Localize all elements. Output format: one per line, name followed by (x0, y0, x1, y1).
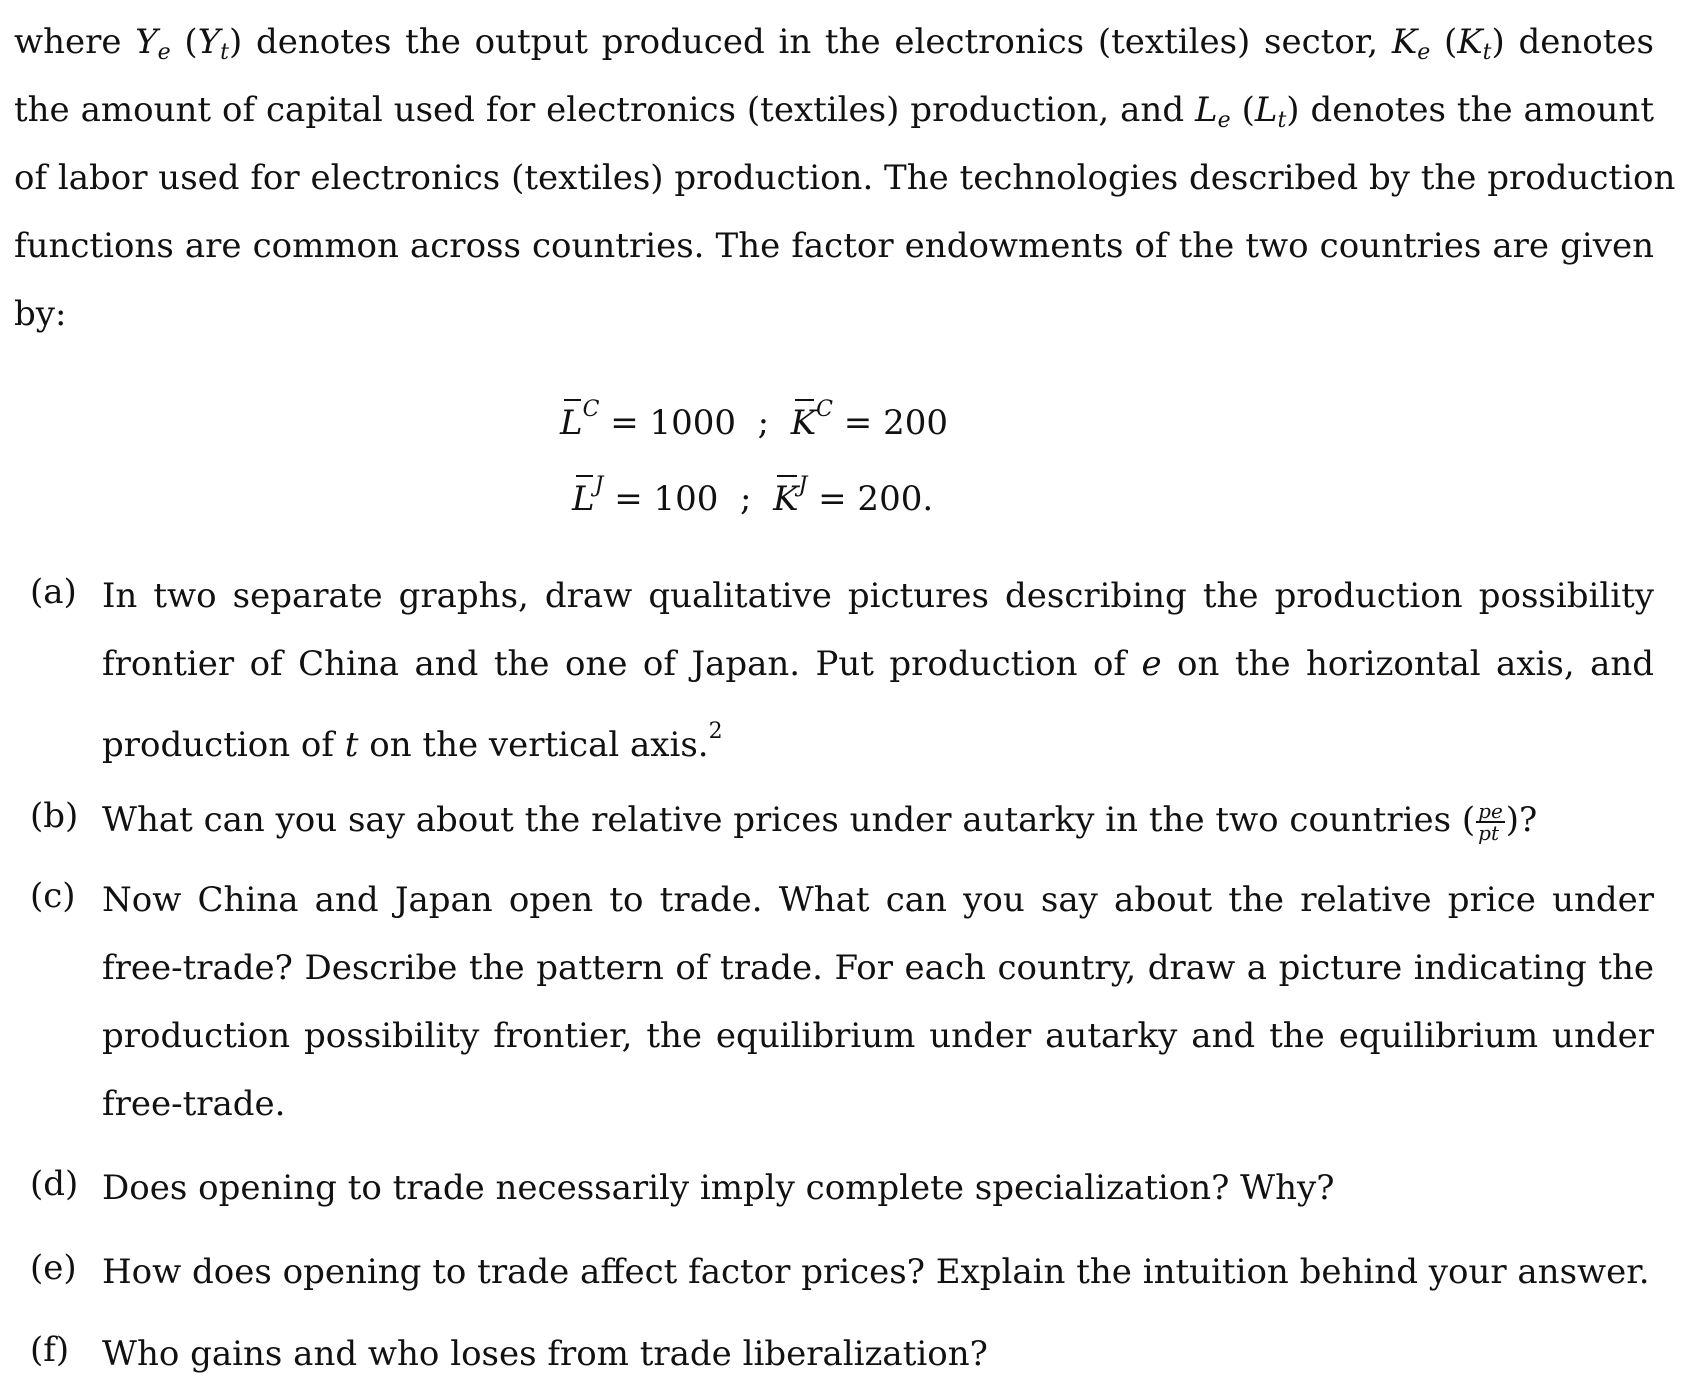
intro-line-2: the amount of capital used for electronics (textiles) production, and $L_e$ $(L_t)$ denotes the amount (14, 90, 1654, 133)
question-label: (b) (30, 796, 79, 836)
price-ratio-fraction: $\frac{pe}{pt}$ (1478, 799, 1503, 845)
intro-line-5: by: (14, 294, 67, 334)
equation-japan: $L^J = 100$ ; $K^J = 200$. (572, 456, 933, 516)
question-label: (a) (30, 572, 77, 612)
intro-line-3: of labor used for electronics (textiles) production. The technologies described by the production (14, 158, 1676, 198)
question-label: (c) (30, 876, 76, 916)
intro-paragraph (14, 8, 1676, 348)
question-label: (d) (30, 1164, 79, 1204)
document-page: where $Y_e$ $(Y_t)$ denotes the output produced in the electronics (textiles) sector, $K_e$ $(K_t)$ denotes the amount of capital used for electronics (textiles) production, and $L_e$ $(L_t)$ denotes the amount of labor used for electronics (textiles) production. The technologies described by the production functions are common across countries. The factor endowments of the two countries are given by: $L^C = 1000$ ; $K^C = 200$ $L^J = 100$ ; $K^J = 200$. (a) In two separate graphs, draw qualitative pictures describing the production possibility frontier of China and the one of Japan. Put production of e on the horizontal axis, and production of t on the vertical axis.$^2$ (b) What can you say about the relative prices under autarky in the two countries ( $\frac{pe}{pt}$ )? (c) Now China and Japan open to trade. What can you say about the relative price under free-trade? Describe the pattern of trade. For each country, draw a picture indicating the production possibility frontier, the equilibrium under autarky and the equilibrium under free-trade. (d) Does opening to trade necessarily imply complete specialization? Why? (e) How does opening to trade affect factor prices? Explain the intuition behind your answer. (f) Who gains and who loses from trade liberalization? (0, 0, 1700, 1392)
footnote-marker: 2 (708, 719, 723, 744)
intro-line-4: functions are common across countries. The factor endowments of the two countries are given (14, 226, 1654, 266)
equation-china: $L^C = 1000$ ; $K^C = 200$ (560, 380, 948, 440)
question-label: (e) (30, 1248, 77, 1288)
question-label: (f) (30, 1330, 70, 1370)
intro-line-1: where $Y_e$ $(Y_t)$ denotes the output produced in the electronics (textiles) sector, $K_e$ $(K_t)$ denotes (14, 22, 1654, 65)
